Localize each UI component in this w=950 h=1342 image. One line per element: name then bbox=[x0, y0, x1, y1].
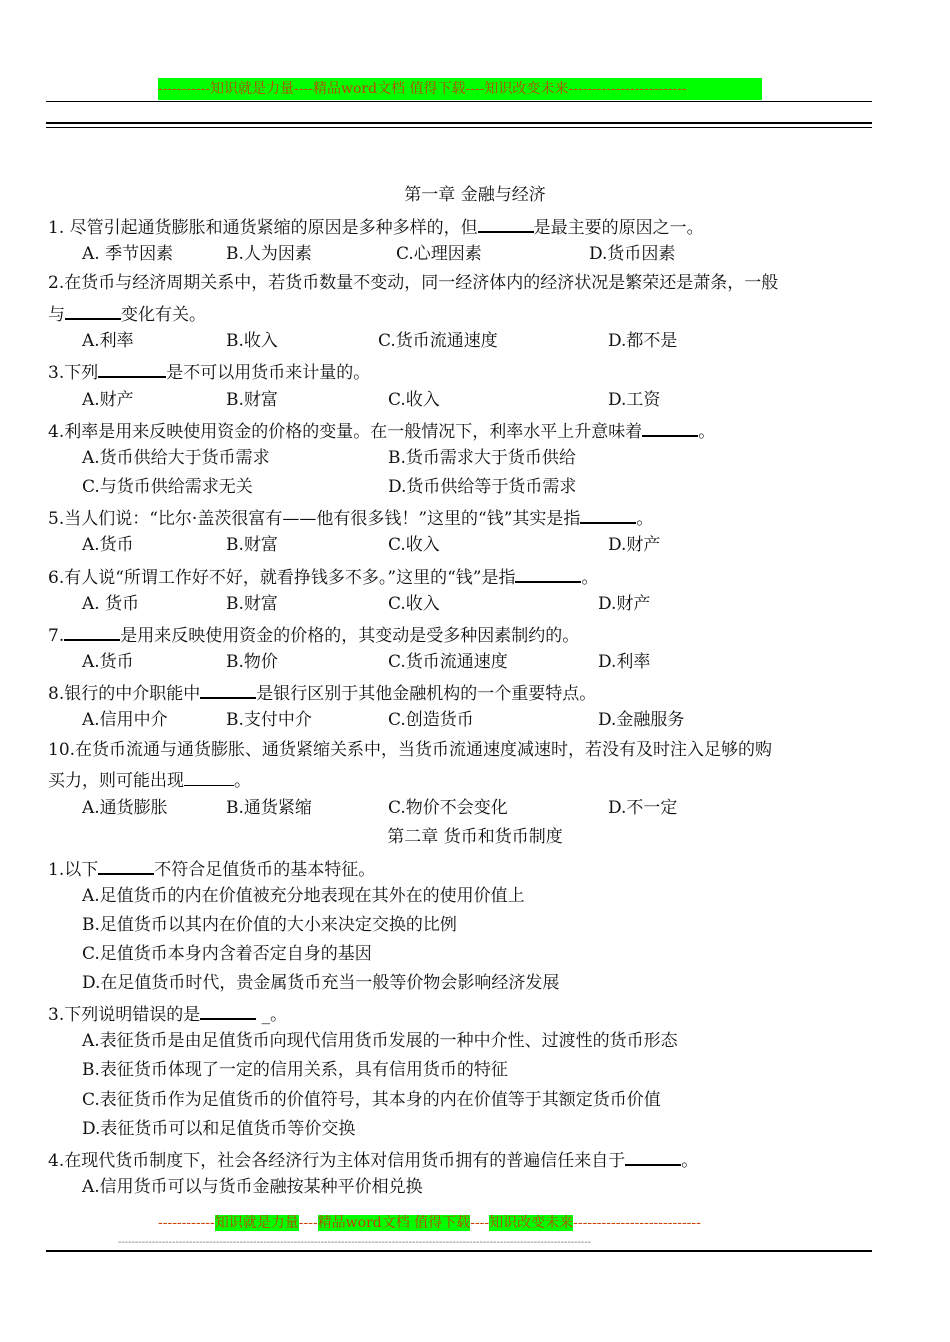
footer-right-dashes: --------------------------- bbox=[573, 1215, 701, 1231]
header-rule-double-1 bbox=[46, 122, 872, 124]
answer-blank bbox=[200, 679, 256, 699]
footer-motto-2: 精品word文档 值得下载 bbox=[317, 1215, 471, 1231]
q1-option-c: C.心理因素 bbox=[396, 244, 482, 264]
footer-dashed-rule: -------------------------------------------------------------------------------------------------------------------------------------------- bbox=[118, 1238, 592, 1248]
q3-option-b: B.财富 bbox=[226, 390, 278, 410]
q2-option-c: C.货币流通速度 bbox=[378, 331, 498, 351]
q8-option-b: B.支付中介 bbox=[226, 710, 312, 730]
question-6-stem: 6.有人说“所谓工作好不好，就看挣钱多不多。”这里的“钱”是指 。 bbox=[48, 563, 598, 589]
footer-motto-1: 知识就是力量 bbox=[214, 1215, 299, 1231]
ch2-q3-option-d: D.表征货币可以和足值货币等价交换 bbox=[82, 1119, 356, 1139]
ch2-q3-option-a: A.表征货币是由足值货币向现代信用货币发展的一种中介性、过渡性的货币形态 bbox=[82, 1031, 678, 1051]
ch2-q3-option-c: C.表征货币作为足值货币的价值符号，其本身的内在价值等于其额定货币价值 bbox=[82, 1090, 661, 1110]
answer-blank bbox=[184, 767, 234, 786]
q4-option-c: C.与货币供给需求无关 bbox=[82, 477, 253, 497]
header-motto-3: 知识改变未来 bbox=[484, 81, 569, 97]
answer-blank bbox=[98, 358, 166, 378]
q4-option-b: B.货币需求大于货币供给 bbox=[388, 448, 576, 468]
answer-blank bbox=[515, 563, 581, 583]
q2-option-b: B.收入 bbox=[226, 331, 278, 351]
question-8-stem: 8.银行的中介职能中 是银行区别于其他金融机构的一个重要特点。 bbox=[48, 679, 596, 705]
footer-mid-dashes-2: ---- bbox=[470, 1215, 490, 1231]
header-right-dashes: ------------------------- bbox=[568, 81, 687, 97]
ch2-q4-option-a: A.信用货币可以与货币金融按某种平价相兑换 bbox=[82, 1177, 423, 1197]
q1-option-b: B.人为因素 bbox=[226, 244, 312, 264]
chapter-2-title: 第二章 货币和货币制度 bbox=[387, 827, 563, 847]
question-2-stem-line2: 与 变化有关。 bbox=[48, 300, 206, 326]
q5-option-c: C.收入 bbox=[388, 535, 440, 555]
ch2-q1-option-a: A.足值货币的内在价值被充分地表现在其外在的使用价值上 bbox=[82, 886, 525, 906]
q10-option-b: B.通货紧缩 bbox=[226, 798, 312, 818]
footer-motto-3: 知识改变未来 bbox=[489, 1215, 574, 1231]
ch2-q3-option-b: B.表征货币体现了一定的信用关系，具有信用货币的特征 bbox=[82, 1060, 508, 1080]
q10-option-a: A.通货膨胀 bbox=[82, 798, 168, 818]
q10-option-c: C.物价不会变化 bbox=[388, 798, 508, 818]
header-motto-2: 精品word文档 值得下载 bbox=[312, 81, 466, 97]
answer-blank bbox=[98, 855, 154, 875]
answer-blank bbox=[478, 213, 534, 233]
q8-option-c: C.创造货币 bbox=[388, 710, 474, 730]
q2-option-a: A.利率 bbox=[82, 331, 134, 351]
q4-option-a: A.货币供给大于货币需求 bbox=[82, 448, 270, 468]
q5-option-a: A.货币 bbox=[82, 535, 134, 555]
q8-option-d: D.金融服务 bbox=[598, 710, 685, 730]
header-rule-double-2 bbox=[46, 127, 872, 128]
ch2-question-1-stem: 1.以下 不符合足值货币的基本特征。 bbox=[48, 855, 375, 881]
footer-mid-dashes-1: ---- bbox=[298, 1215, 318, 1231]
ch2-question-3-stem: 3.下列说明错误的是 _。 bbox=[48, 1000, 287, 1026]
question-2-stem: 2.在货币与经济周期关系中，若货币数量不变动，同一经济体内的经济状况是繁荣还是萧条，一般 bbox=[48, 273, 779, 293]
question-5-stem: 5.当人们说：“比尔·盖茨很富有——他有很多钱！”这里的“钱”其实是指 。 bbox=[48, 504, 653, 530]
header-mid-dashes-2: ---- bbox=[465, 81, 485, 97]
q7-option-a: A.货币 bbox=[82, 652, 134, 672]
footer-left-dashes: ------------ bbox=[158, 1215, 215, 1231]
header-mid-dashes-1: ---- bbox=[294, 81, 313, 97]
ch2-q1-option-c: C.足值货币本身内含着否定自身的基因 bbox=[82, 944, 372, 964]
answer-blank bbox=[625, 1146, 681, 1166]
question-4-stem: 4.利率是用来反映使用资金的价格的变量。在一般情况下，利率水平上升意味着 。 bbox=[48, 417, 715, 443]
header-left-dashes: ----------- bbox=[158, 81, 211, 97]
page-footer-banner bbox=[158, 1212, 818, 1234]
answer-blank bbox=[65, 300, 121, 320]
q5-option-b: B.财富 bbox=[226, 535, 278, 555]
question-3-stem: 3.下列 是不可以用货币来计量的。 bbox=[48, 358, 370, 384]
question-10-stem: 10.在货币流通与通货膨胀、通货紧缩关系中，当货币流通速度减速时，若没有及时注入足够的购 bbox=[48, 740, 773, 760]
answer-blank bbox=[642, 417, 698, 437]
ch2-q1-option-d: D.在足值货币时代，贵金属货币充当一般等价物会影响经济发展 bbox=[82, 973, 560, 993]
q1-option-d: D.货币因素 bbox=[589, 244, 676, 264]
ch2-q1-option-b: B.足值货币以其内在价值的大小来决定交换的比例 bbox=[82, 915, 457, 935]
question-7-stem: 7. 是用来反映使用资金的价格的，其变动是受多种因素制约的。 bbox=[48, 621, 579, 647]
q4-option-d: D.货币供给等于货币需求 bbox=[388, 477, 577, 497]
header-motto-1: 知识就是力量 bbox=[210, 81, 295, 97]
answer-blank bbox=[200, 1000, 256, 1020]
q6-option-b: B.财富 bbox=[226, 594, 278, 614]
footer-rule bbox=[46, 1250, 872, 1252]
header-rule-thin bbox=[46, 101, 872, 102]
q6-option-c: C.收入 bbox=[388, 594, 440, 614]
answer-blank bbox=[64, 621, 120, 641]
question-1-stem: 1. 尽管引起通货膨胀和通货紧缩的原因是多种多样的，但 是最主要的原因之一。 bbox=[48, 213, 704, 239]
q1-option-a: A. 季节因素 bbox=[82, 244, 174, 264]
q10-option-d: D.不一定 bbox=[608, 798, 678, 818]
q3-option-d: D.工资 bbox=[608, 390, 661, 410]
q5-option-d: D.财产 bbox=[608, 535, 661, 555]
chapter-1-title: 第一章 金融与经济 bbox=[404, 185, 546, 205]
q8-option-a: A.信用中介 bbox=[82, 710, 168, 730]
ch2-question-4-stem: 4.在现代货币制度下，社会各经济行为主体对信用货币拥有的普遍信任来自于 。 bbox=[48, 1146, 698, 1172]
question-10-stem-line2: 买力，则可能出现 。 bbox=[48, 767, 251, 793]
q7-option-b: B.物价 bbox=[226, 652, 278, 672]
q7-option-d: D.利率 bbox=[598, 652, 651, 672]
q3-option-c: C.收入 bbox=[388, 390, 440, 410]
q3-option-a: A.财产 bbox=[82, 390, 134, 410]
q2-option-d: D.都不是 bbox=[608, 331, 678, 351]
page-header-banner bbox=[158, 78, 762, 100]
q7-option-c: C.货币流通速度 bbox=[388, 652, 508, 672]
q6-option-d: D.财产 bbox=[598, 594, 651, 614]
answer-blank bbox=[580, 504, 636, 524]
q6-option-a: A. 货币 bbox=[82, 594, 140, 614]
